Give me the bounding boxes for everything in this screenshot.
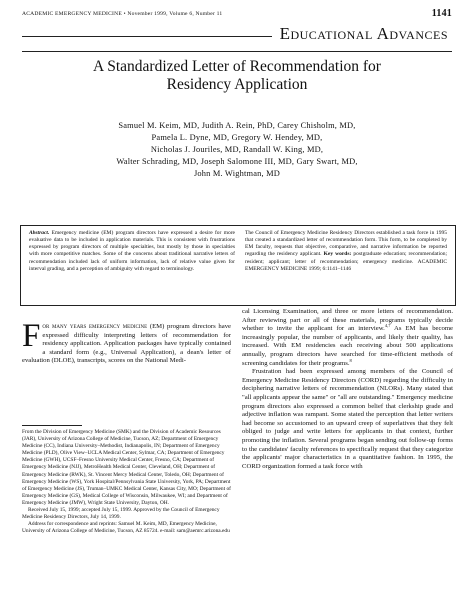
- body-column-right: [242, 308, 453, 471]
- running-head: [22, 8, 452, 20]
- drop-cap: F: [22, 318, 41, 354]
- title-line-1: A Standardized Letter of Recommendation for: [93, 58, 381, 75]
- abstract-right-column: [245, 230, 447, 273]
- journal-citation: ACADEMIC EMERGENCY MEDICINE • November 1999, Volume 6, Number 11: [22, 11, 223, 17]
- author-line: Walter Schrading, MD, Joseph Salomone III, MD, Gary Swart, MD,: [116, 157, 358, 167]
- banner-rule-bottom: [22, 51, 452, 52]
- abstract-left-column: [29, 230, 235, 273]
- citation-ref: 8: [349, 357, 352, 363]
- keywords-label: Key words:: [323, 251, 352, 258]
- footnotes: [22, 429, 231, 535]
- keywords-text: postgraduate education; recommendation; resident; applicant; letter of recommendation; emergency medicine. ACADEMIC EMERGENCY MEDICINE 1999; 6:1141–1146: [245, 251, 448, 272]
- lead-in: or many years emergency medicine (EM): [42, 323, 165, 330]
- paragraph: Frustration had been expressed among members of the Council of Emergency Medicine Residency Directors (CORD) regarding the difficulty in deciphering narrative letters of recommendation (NLORs). Many stated that "all applicants appear the same" or "all are outstanding." Emergency medicine program directors also expressed a common belief that clerkship grade and adjective inflation was rampant. Some stated the perception that letter writers had become so accustomed to an upward creep of superlatives that they felt obliged to judge and write letters for applicants in that context, further promoting the inflation. Several programs began sending out follow-up forms to the candidates' faculty references to specifically request that they categorize the applicants' major characteristics in a quantitative fashion. In 1995, the CORD organization formed a task force with: [242, 368, 453, 470]
- page-number: 1141: [431, 8, 452, 19]
- title-line-2: Residency Application: [166, 76, 308, 93]
- author-line: Samuel M. Keim, MD, Judith A. Rein, PhD, Carey Chisholm, MD,: [118, 121, 356, 130]
- paragraph-text: As EM has become increasingly popular, the number of applicants, and likely their quality, has increased. With EM residencies each receiving about 500 applications annually, program directors have searched for time-efficient methods of screening candidates for their programs.: [242, 325, 453, 367]
- citation-ref: 4,7: [384, 322, 391, 328]
- abstract-box: [20, 225, 456, 306]
- author-line: Pamela L. Dyne, MD, Gregory W. Hendey, MD,: [151, 133, 323, 143]
- paragraph-text: cal Licensing Examination, and three or more letters of recommendation. After reviewing part or all of these materials, programs typically decide whether to invite the applicant for an interview.: [242, 308, 453, 333]
- body-column-left: [22, 318, 231, 366]
- section-banner: [22, 24, 452, 54]
- abstract-text-right: The Council of Emergency Medicine Residency Directors established a task force in 1995 that created a standardized letter of recommendation form. This form, to be completed by EM faculty, requests that objective, comparative, and narrative information be reported regarding the residency applicant.: [245, 230, 447, 258]
- abstract-text-left: Emergency medicine (EM) program directors have expressed a desire for more evaluative data to be included in application materials. This is consistent with frustrations expressed by program directors of multiple specialties, but mostly by those in specialties with more competitive matches. Some of the concerns about traditional narrative letters of recommendation included lack of uniform information, lack of relative value given for interval grading, and a perception of ambiguity with regard to terminology.: [29, 230, 235, 272]
- author-line: John M. Wightman, MD: [193, 169, 281, 179]
- body-text: program directors have expressed difficulty interpreting letters of recommendation for residency application. Application packages have typically contained a standard form (e.g., Universal Application), a dean's letter of evaluation (DLOE), transcripts, scores on the National Medi-: [22, 323, 231, 365]
- footnote-affiliations: From the Division of Emergency Medicine (SMK) and the Division of Academic Resources (JAR), University of Arizona College of Medicine, Tucson, AZ; Department of Emergency Medicine (CC), Indiana University–Methodist, Indianapolis, IN; Department of Emergency Medicine (PLD), Olive View–UCLA Medical Center, Sylmar, CA; Department of Emergency Medicine (GWH), UCSF–Fresno University Medical Center, Fresno, CA; Department of Emergency Medicine (NJJ), MetroHealth Medical Center, Cleveland, OH; Department of Emergency Medicine (RWK), St. Vincent Mercy Medical Center, Toledo, OH; Department of Emergency Medicine (WS), York Hospital/Pennsylvania State University, York, PA; Department of Emergency Medicine (JS), Truman–UMKC Medical Center, Kansas City, MO; Department of Emergency Medicine (GS), Medical College of Wisconsin, Milwaukee, WI; and Department of Emergency Medicine (JMW), Wright State University, Dayton, OH.: [22, 429, 231, 506]
- footnote-correspondence: Address for correspondence and reprints: Samuel M. Keim, MD, Emergency Medicine, University of Arizona College of Medicine, Tucson, AZ 85724. e-mail: sam@aemrc.arizona.edu: [22, 521, 230, 535]
- article-title: [30, 58, 444, 94]
- footnote-received: Received July 15, 1999; accepted July 15, 1999. Approved by the Council of Emergency Medicine Residency Directors, July 14, 1999.: [22, 507, 220, 521]
- abstract-label: Abstract.: [29, 230, 50, 236]
- author-line: Nicholas J. Jouriles, MD, Randall W. King, MD,: [150, 145, 324, 155]
- author-list: [22, 120, 452, 180]
- paragraph: [242, 308, 453, 368]
- footnote-divider: [22, 425, 82, 426]
- section-label: Educational Advances: [272, 24, 452, 44]
